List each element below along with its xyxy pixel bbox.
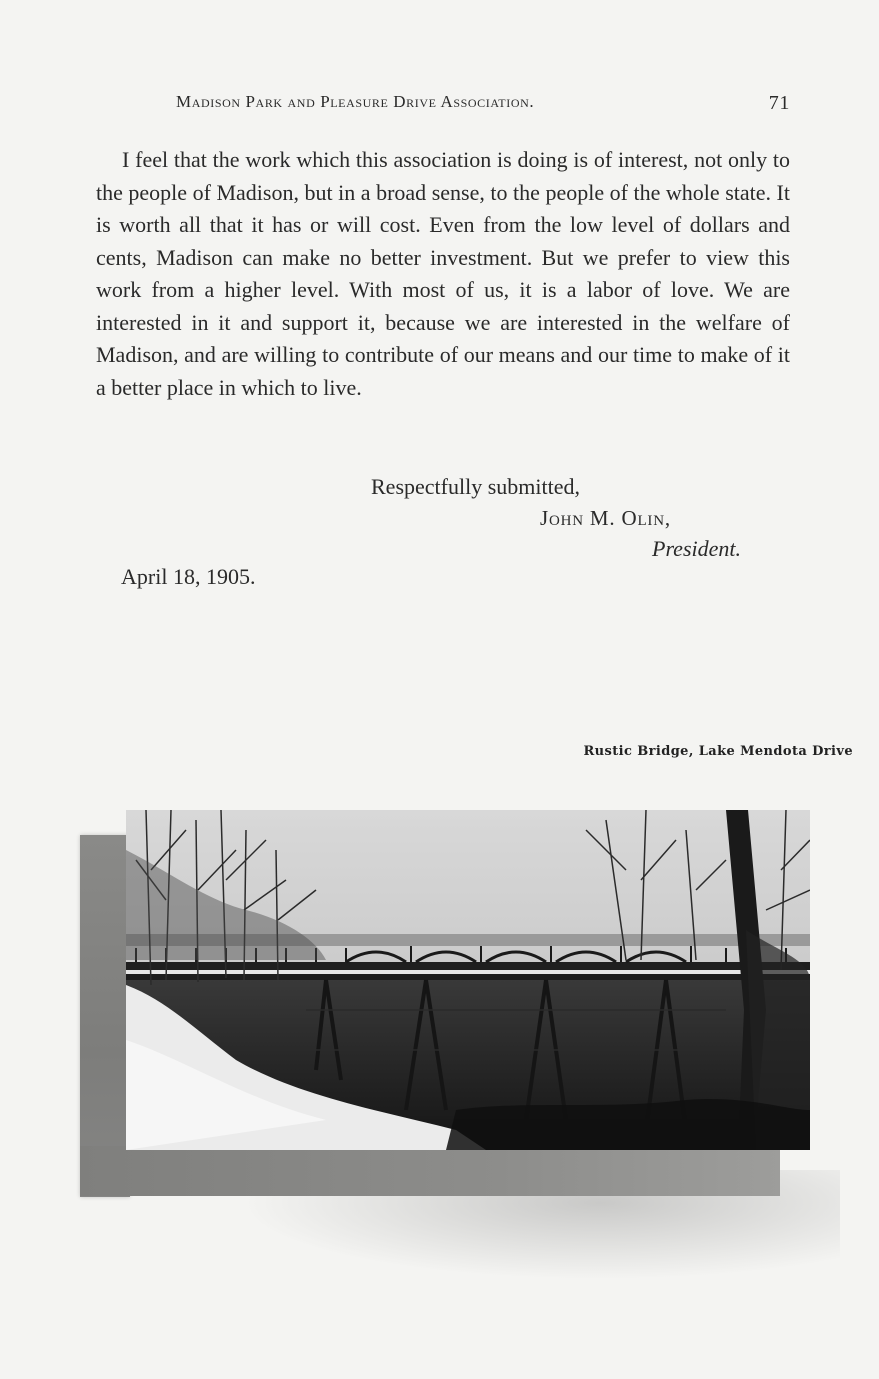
running-head	[176, 92, 790, 112]
signer-name: John M. Olin,	[540, 506, 671, 530]
photo-mount-bottom	[80, 1146, 780, 1196]
closing-line: Respectfully submitted,	[371, 474, 580, 499]
body-paragraph: I feel that the work which this association is doing is of interest, not only to the people of Madison, but in a broad sense, to the people of the whole state. It is worth all that it has or will cost. Even from the low level of dollars and cents, Madison can make no better investment. But we prefer to view this work from a higher level. With most of us, it is a labor of love. We are interested in it and support it, because we are interested in the welfare of Madison, and are willing to contribute of our means and our time to make of it a better place in which to live.	[96, 147, 790, 400]
photo-caption: Rustic Bridge, Lake Mendota Drive	[583, 744, 853, 759]
letter-date: April 18, 1905.	[121, 564, 256, 589]
photo-mount-left	[80, 835, 130, 1197]
signer-title: President.	[652, 536, 741, 561]
bridge-photograph	[126, 810, 810, 1150]
page-number: 71	[768, 92, 790, 114]
running-head-title: Madison Park and Pleasure Drive Association.	[176, 92, 535, 111]
